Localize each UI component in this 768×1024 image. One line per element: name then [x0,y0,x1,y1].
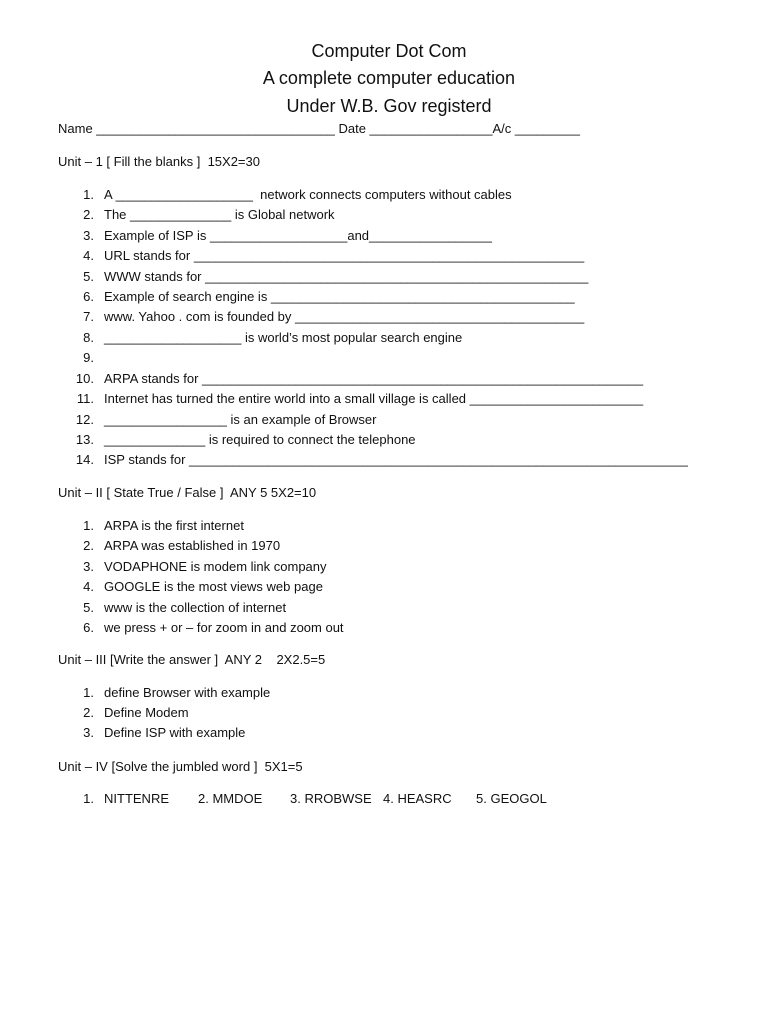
list-number: 3. [83,725,94,740]
jumbled-word: 4. HEASRC [383,791,452,806]
jumbled-word: NITTENRE [104,791,169,806]
unit-1-question: _________________ is an example of Browser [104,412,377,427]
list-number: 4. [83,579,94,594]
unit-1-question: A ___________________ network connects computers without cables [104,187,512,202]
list-number: 2. [83,705,94,720]
list-number: 8. [83,330,94,345]
unit-1-question: URL stands for ______________________________________________________ [104,248,585,263]
unit-1-question: Example of search engine is __________________________________________ [104,289,575,304]
unit-1-question: WWW stands for _____________________________________________________ [104,269,589,284]
list-number: 11. [76,391,94,406]
jumbled-word: 2. MMDOE [198,791,263,806]
list-number: 3. [83,228,94,243]
list-number: 2. [83,538,94,553]
unit-2-statement: GOOGLE is the most views web page [104,579,323,594]
unit-1-heading: Unit – 1 [ Fill the blanks ] 15X2=30 [58,154,260,169]
jumbled-word: 3. RROBWSE [290,791,372,806]
unit-2-statement: we press + or – for zoom in and zoom out [104,620,344,635]
unit-1-question: Internet has turned the entire world into a small village is called ________________________ [104,391,644,406]
list-number: 10. [75,371,94,386]
list-number: 6. [83,620,94,635]
list-number: 1. [83,791,94,806]
unit-1-question: ______________ is required to connect the telephone [104,432,416,447]
unit-3-question: Define Modem [104,705,189,720]
unit-4-heading: Unit – IV [Solve the jumbled word ] 5X1=5 [58,759,303,774]
unit-1-question: ARPA stands for _____________________________________________________________ [104,371,644,386]
institute-name: Computer Dot Com [311,41,467,61]
unit-2-statement: ARPA was established in 1970 [104,538,281,553]
unit-2-heading: Unit – II [ State True / False ] ANY 5 5X2=10 [58,485,317,500]
unit-1-question: ___________________ is world’s most popular search engine [104,330,463,345]
list-number: 9. [83,350,94,365]
unit-3-question: Define ISP with example [104,725,246,740]
unit-3-question: define Browser with example [104,685,271,700]
unit-3-heading: Unit – III [Write the answer ] ANY 2 2X2.5=5 [58,652,326,667]
unit-2-statement: www is the collection of internet [104,600,287,615]
unit-1-question: www. Yahoo . com is founded by ________________________________________ [104,309,585,324]
list-number: 1. [83,518,94,533]
name-date-ac-line: Name _________________________________ Date _________________A/c _________ [58,121,580,136]
list-number: 5. [83,269,94,284]
unit-1-question: The ______________ is Global network [104,207,335,222]
unit-1-question: ISP stands for _____________________________________________________________________ [104,452,688,467]
list-number: 2. [83,207,94,222]
jumbled-word: 5. GEOGOL [476,791,547,806]
list-number: 1. [83,187,94,202]
list-number: 6. [83,289,94,304]
list-number: 5. [83,600,94,615]
list-number: 4. [83,248,94,263]
institute-tagline: A complete computer education [262,68,516,88]
list-number: 14. [75,452,94,467]
unit-1-question: Example of ISP is ___________________and_________________ [104,228,492,243]
list-number: 7. [83,309,94,324]
unit-2-statement: VODAPHONE is modem link company [104,559,327,574]
unit-2-statement: ARPA is the first internet [104,518,244,533]
list-number: 12. [75,412,94,427]
institute-registration: Under W.B. Gov registerd [286,96,492,116]
jumbled-words-row [0,790,768,808]
list-number: 3. [83,559,94,574]
list-number: 1. [83,685,94,700]
list-number: 13. [75,432,94,447]
